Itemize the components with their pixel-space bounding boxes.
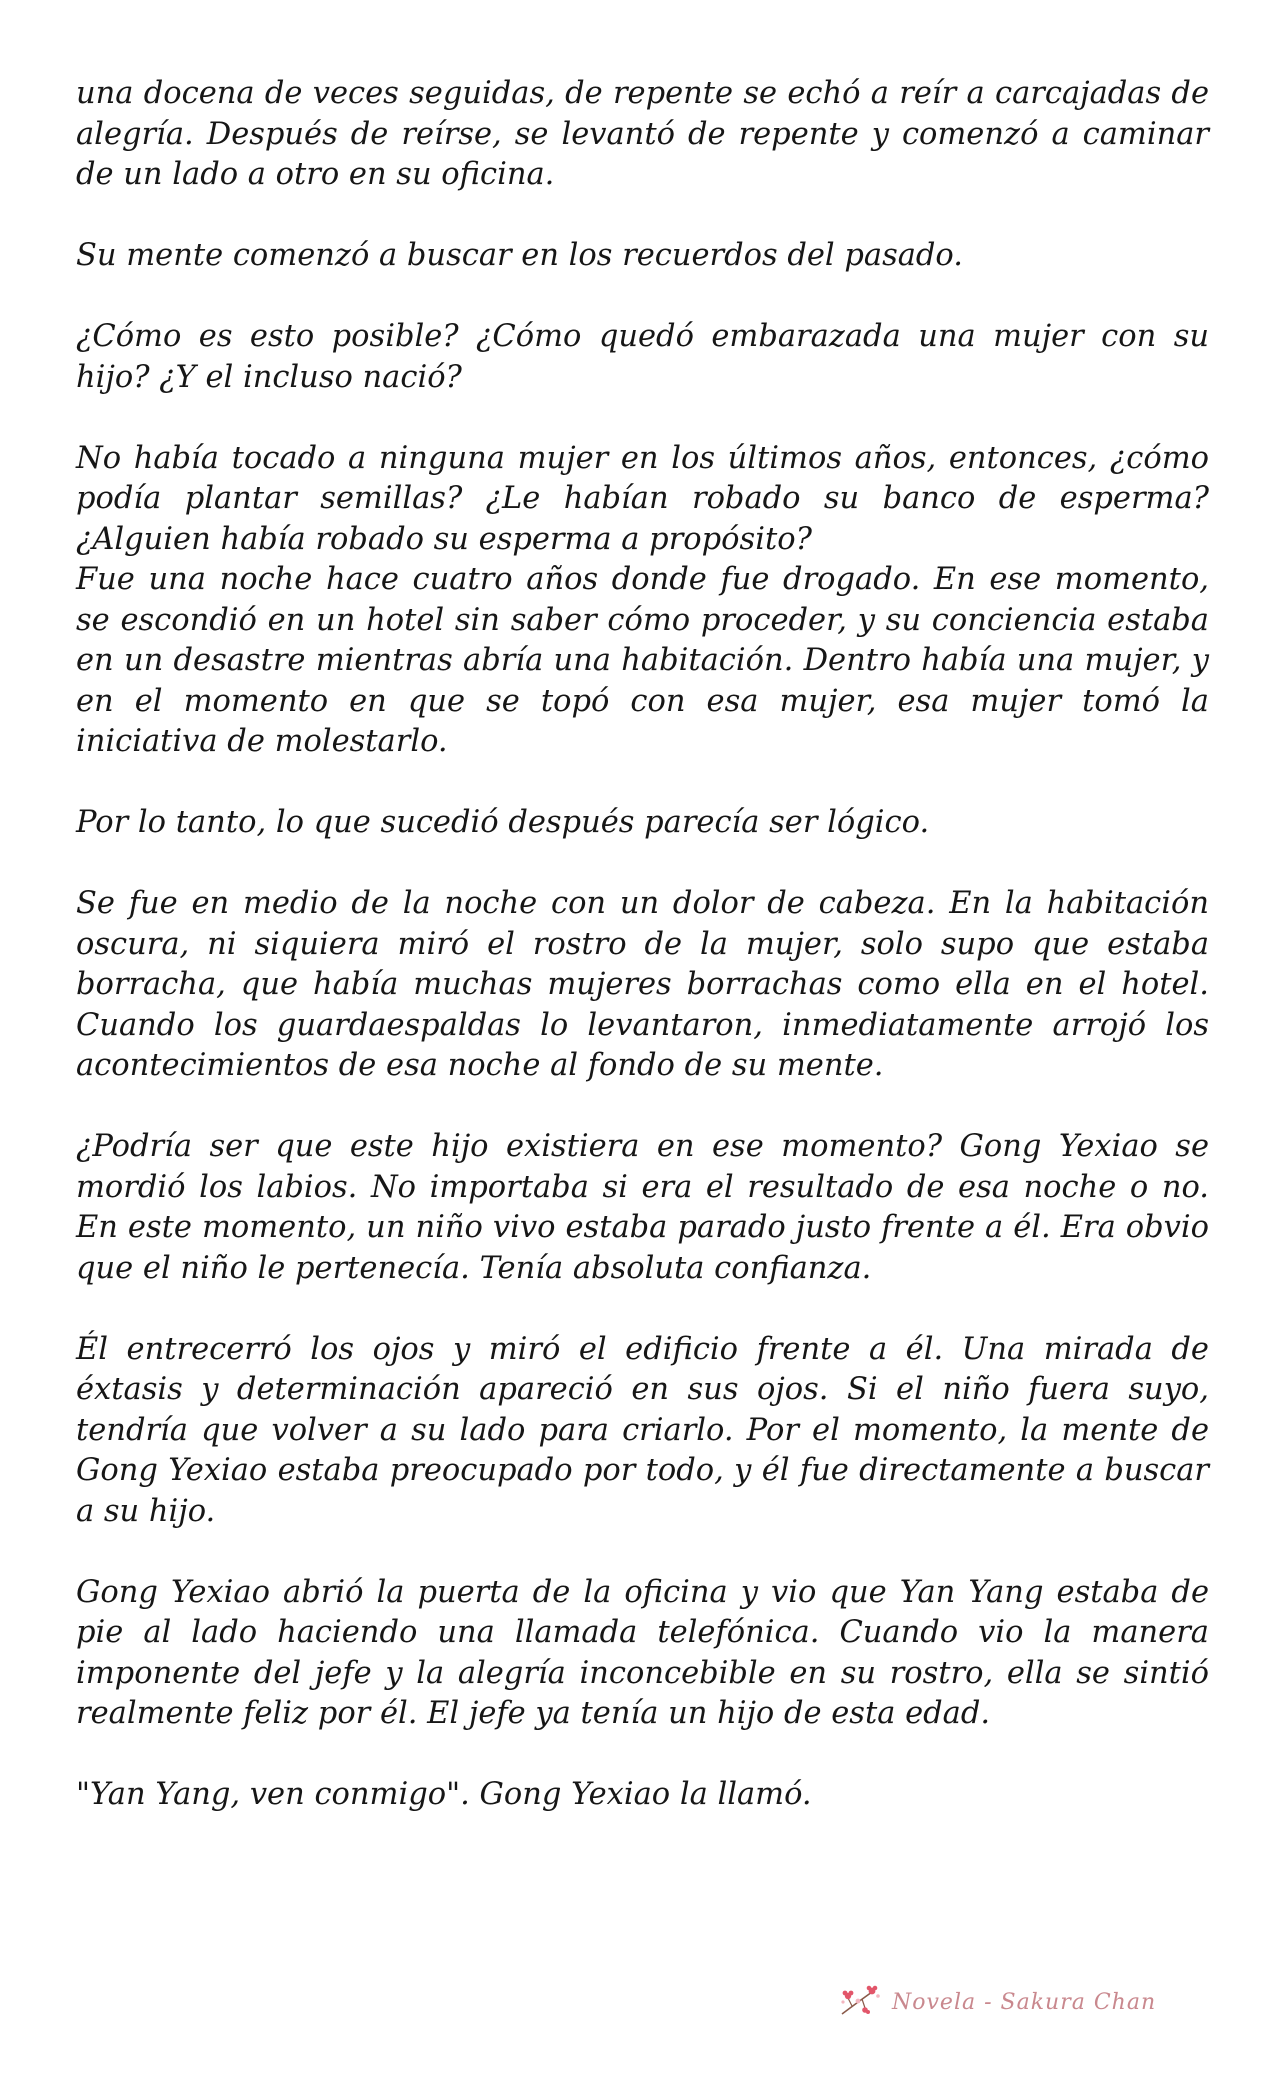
paragraph: ¿Podría ser que este hijo existiera en ese momento? Gong Yexiao se mordió los labios. No importaba si era el resultado de esa noche o no. En este momento, un niño vivo estaba parado justo frente a él. Era obvio que el niño le pertenecía. Tenía absoluta confianza. bbox=[76, 1129, 1209, 1286]
paragraph: No había tocado a ninguna mujer en los últimos años, entonces, ¿cómo podía plantar semillas? ¿Le habían robado su banco de esperma? ¿Alguien había robado su esperma a propósito? bbox=[76, 440, 1209, 557]
cherry-blossom-icon bbox=[838, 1984, 882, 2020]
watermark-text: Novela - Sakura Chan bbox=[892, 1989, 1157, 2015]
paragraph: Él entrecerró los ojos y miró el edificio frente a él. Una mirada de éxtasis y determinación apareció en sus ojos. Si el niño fuera suyo, tendría que volver a su lado para criarlo. Por el momento, la mente de Gong Yexiao estaba preocupado por todo, y él fue directamente a buscar a su hijo. bbox=[76, 1331, 1209, 1529]
paragraph: ¿Cómo es esto posible? ¿Cómo quedó embarazada una mujer con su hijo? ¿Y el incluso nació? bbox=[76, 319, 1209, 395]
paragraph: Por lo tanto, lo que sucedió después parecía ser lógico. bbox=[76, 805, 930, 840]
paragraph: una docena de veces seguidas, de repente se echó a reír a carcajadas de alegría. Después de reírse, se levantó de repente y comenzó a caminar de un lado a otro en su oficina. bbox=[76, 76, 1209, 192]
paragraph: Su mente comenzó a buscar en los recuerdos del pasado. bbox=[76, 238, 963, 273]
paragraph: Gong Yexiao abrió la puerta de la oficina y vio que Yan Yang estaba de pie al lado haciendo una llamada telefónica. Cuando vio la manera imponente del jefe y la alegría inconcebible en su rostro, ella se sintió realmente feliz por él. El jefe ya tenía un hijo de esta edad. bbox=[76, 1574, 1209, 1731]
paragraph: Se fue en medio de la noche con un dolor de cabeza. En la habitación oscura, ni siquiera miró el rostro de la mujer, solo supo que estaba borracha, que había muchas mujeres borrachas como ella en el hotel. Cuando los guardaespaldas lo levantaron, inmediatamente arrojó los acontecimientos de esa noche al fondo de su mente. bbox=[76, 886, 1209, 1083]
paragraph: Fue una noche hace cuatro años donde fue drogado. En ese momento, se escondió en un hotel sin saber cómo proceder, y su conciencia estaba en un desastre mientras abría una habitación. Dentro había una mujer, y en el momento en que se topó con esa mujer, esa mujer tomó la iniciativa de molestarlo. bbox=[76, 562, 1209, 759]
watermark bbox=[838, 1984, 1156, 2020]
paragraph: "Yan Yang, ven conmigo". Gong Yexiao la llamó. bbox=[76, 1777, 812, 1812]
document-body bbox=[76, 74, 1209, 1856]
